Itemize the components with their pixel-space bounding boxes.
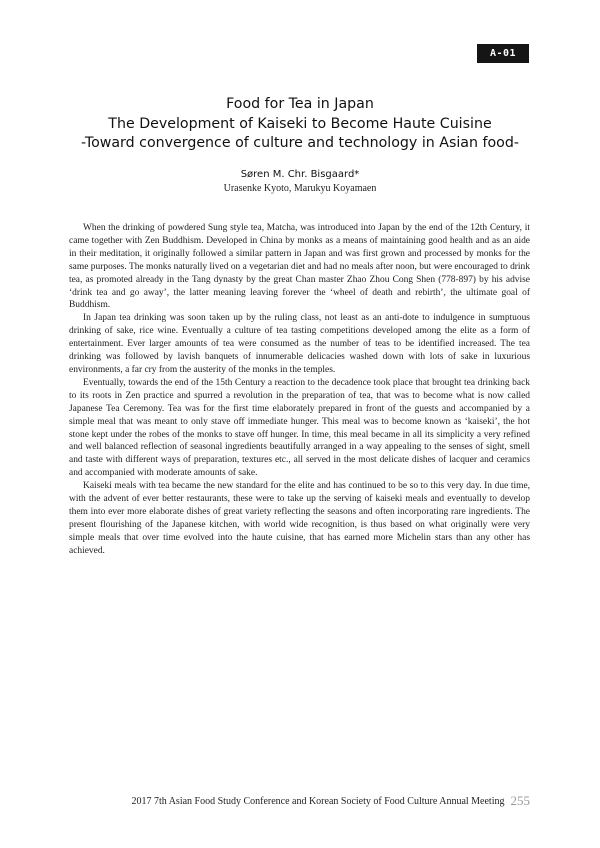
paragraph: Kaiseki meals with tea became the new standard for the elite and has continued to be so to this very day. In due time, with the advent of ever better restaurants, these were to take up the serving of kaiseki meals and eventually to develop them into ever more elaborate dishes of great variety reflecting the seasons and often incorporating rare ingredients. The present flourishing of the Japanese kitchen, with world wide recognition, is thus based on what originally were very simple meals that over time evolved into the haute cuisine, that has earned more Michelin stars than any other has achieved. (69, 481, 530, 556)
section-badge: A-01 (477, 44, 529, 63)
abstract-body (69, 222, 530, 558)
footer-conference: 2017 7th Asian Food Study Conference and Korean Society of Food Culture Annual Meeting (131, 796, 505, 807)
title-line-2: The Development of Kaiseki to Become Haute Cuisine (108, 115, 492, 132)
author-affiliation: Urasenke Kyoto, Marukyu Koyamaen (223, 183, 377, 194)
title-line-3: -Toward convergence of culture and technology in Asian food- (81, 135, 519, 151)
title-line-1: Food for Tea in Japan (226, 96, 374, 112)
paper-title (0, 95, 600, 154)
page-number: 255 (510, 793, 530, 808)
author-name: Søren M. Chr. Bisgaard* (240, 169, 360, 180)
paragraph: When the drinking of powdered Sung style tea, Matcha, was introduced into Japan by the end of the 12th Century, it came together with Zen Buddhism. Developed in China by monks as a means of maintaining good health and as an aide in their meditation, it originally followed a similar pattern in Japan and was first grown and processed by monks for the same purposes. The monks naturally lived on a vegetarian diet and had no meals after noon, but were encouraged to drink tea, as promoted already in the Tang dynasty by the great Chan master Zhao Zhou Cong Shen (778-897) by his advise ‘drink tea and go away’, the latter meaning leaving forever the ‘wheel of death and rebirth’, the ultimate goal of Buddhism. (69, 223, 530, 311)
paragraph: Eventually, towards the end of the 15th Century a reaction to the decadence took place that brought tea drinking back to its roots in Zen practice and spurred a revolution in the preparation of tea, that was to become what is now called Japanese Tea Ceremony. Tea was for the first time elaborately prepared in front of the guests and accompanied by a simple meal that was meant to only stave off immediate hunger. This meal was to become known as ‘kaiseki’, the hot stone kept under the robes of the monks to stave off hunger. In time, this meal became in all its simplicity a very refined and well balanced reflection of seasonal ingredients beautifully arranged in a way appealing to the senses of sight, smell and taste with different ways of preparation, textures etc., all served in the most delicate dishes of lacquer and ceramics and accompanied with moderate amounts of sake. (69, 377, 530, 479)
paragraph: In Japan tea drinking was soon taken up by the ruling class, not least as an anti-dote to indulgence in sumptuous drinking of sake, rice wine. Eventually a culture of tea tasting competitions developed among the elite as a form of entertainment. Ever larger amounts of tea were consumed as the number of teas to be identified increased. The tea drinking was followed by lavish banquets of innumerable delicacies washed down with lots of sake in luxurious environments, a far cry from the austerity of the monks in the temples. (69, 313, 530, 375)
page-footer (0, 793, 530, 810)
